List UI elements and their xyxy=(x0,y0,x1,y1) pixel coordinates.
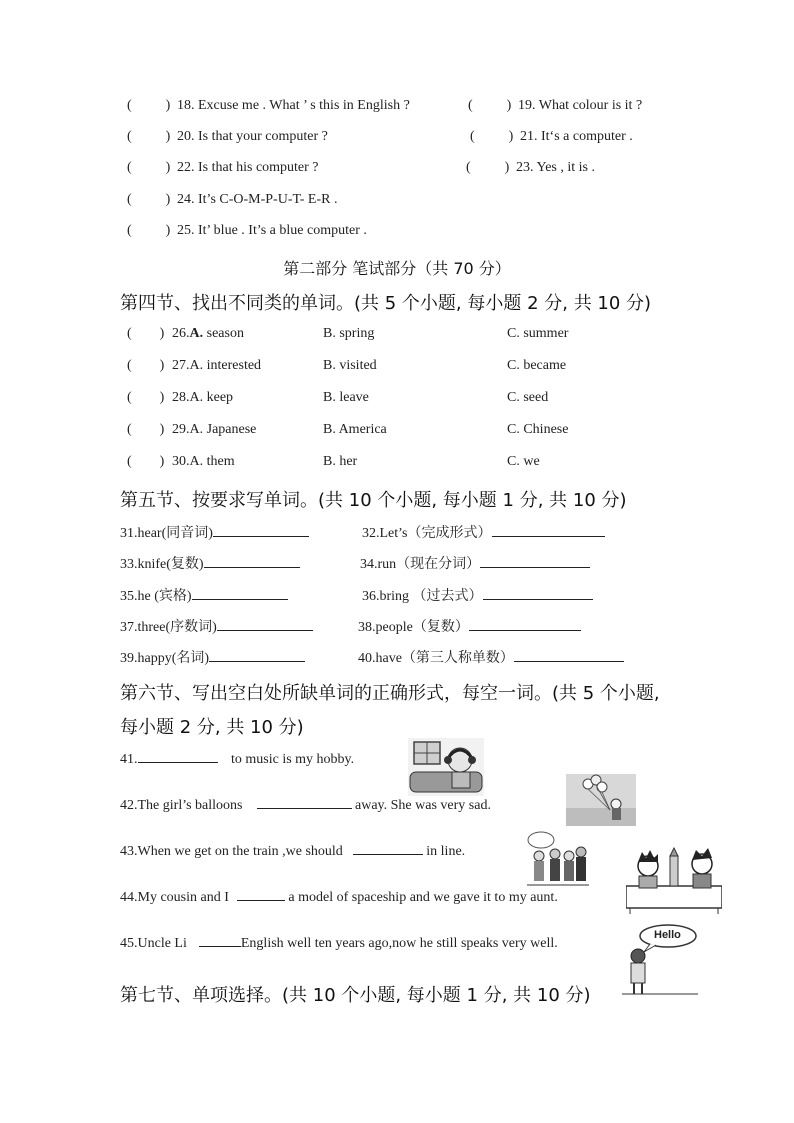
answer-paren: ( ) xyxy=(127,160,171,175)
answer-blank[interactable] xyxy=(483,587,593,600)
section6-title-line1: 第六节、写出空白处所缺单词的正确形式，每空一词。(共 5 个小题, xyxy=(120,683,660,704)
answer-blank[interactable] xyxy=(469,618,581,631)
question-34: 34.run（现在分词） xyxy=(360,553,590,573)
question-41: 41. to music is my hobby. xyxy=(120,752,355,767)
answer-paren: ( ) xyxy=(468,98,512,113)
section4-title: 第四节、找出不同类的单词。(共 5 个小题, 每小题 2 分, 共 10 分) xyxy=(120,293,652,314)
question-26: ( ) 26.A. season xyxy=(127,326,244,341)
question-31: 31.hear(同音词) xyxy=(120,522,309,542)
question-19: ( ) 19. What colour is it ? xyxy=(468,98,643,113)
answer-paren: ( ) xyxy=(127,98,171,113)
answer-blank[interactable] xyxy=(353,842,423,855)
question-27: ( ) 27.A. interested xyxy=(127,358,262,373)
question-45: 45.Uncle Li English well ten years ago,now he still speaks very well. xyxy=(120,936,558,951)
option-26-b: B. spring xyxy=(323,326,375,341)
option-30-b: B. her xyxy=(323,454,358,469)
question-44: 44.My cousin and I a model of spaceship and we gave it to my aunt. xyxy=(120,890,558,905)
answer-paren: ( ) xyxy=(470,129,514,144)
question-42: 42.The girl’s balloons away. She was very sad. xyxy=(120,798,491,813)
question-28: ( ) 28.A. keep xyxy=(127,390,234,405)
question-36: 36.bring （过去式） xyxy=(362,585,593,605)
option-30-c: C. we xyxy=(507,454,540,469)
answer-blank[interactable] xyxy=(209,649,305,662)
answer-paren: ( ) xyxy=(127,192,171,207)
answer-blank[interactable] xyxy=(138,750,218,763)
part2-title: 第二部分 笔试部分（共 70 分） xyxy=(283,259,511,278)
answer-blank[interactable] xyxy=(199,934,241,947)
answer-paren: ( ) xyxy=(127,223,171,238)
answer-paren: ( ) xyxy=(466,160,510,175)
question-21: ( ) 21. It‘s a computer . xyxy=(470,129,633,144)
question-37: 37.three(序数词) xyxy=(120,616,313,636)
question-20: ( ) 20. Is that your computer ? xyxy=(127,129,328,144)
question-33: 33.knife(复数) xyxy=(120,553,300,573)
answer-blank[interactable] xyxy=(492,524,605,537)
question-22: ( ) 22. Is that his computer ? xyxy=(127,160,319,175)
answer-paren: ( ) xyxy=(127,129,171,144)
people-in-line-illustration xyxy=(527,830,589,890)
answer-blank[interactable] xyxy=(217,618,313,631)
section6-title-line2: 每小题 2 分, 共 10 分) xyxy=(120,717,304,738)
question-38: 38.people（复数） xyxy=(358,616,581,636)
boys-with-model-illustration xyxy=(626,846,722,914)
answer-blank[interactable] xyxy=(237,888,285,901)
balloons-flying-illustration xyxy=(566,774,636,826)
hello-bubble-text: Hello xyxy=(654,929,681,941)
option-29-b: B. America xyxy=(323,422,387,437)
answer-blank[interactable] xyxy=(514,649,624,662)
question-18: ( ) 18. Excuse me . What ’ s this in English ? xyxy=(127,98,410,113)
answer-blank[interactable] xyxy=(213,524,309,537)
question-23: ( ) 23. Yes , it is . xyxy=(466,160,595,175)
section5-title: 第五节、按要求写单词。(共 10 个小题, 每小题 1 分, 共 10 分) xyxy=(120,490,627,511)
girl-listening-music-illustration xyxy=(408,738,484,796)
question-43: 43.When we get on the train ,we should in line. xyxy=(120,844,466,859)
question-35: 35.he (宾格) xyxy=(120,585,288,605)
question-30: ( ) 30.A. them xyxy=(127,454,235,469)
option-26-c: C. summer xyxy=(507,326,569,341)
question-25: ( ) 25. It’ blue . It’s a blue computer . xyxy=(127,223,367,238)
option-28-b: B. leave xyxy=(323,390,369,405)
question-40: 40.have（第三人称单数） xyxy=(358,647,624,667)
option-29-c: C. Chinese xyxy=(507,422,569,437)
question-39: 39.happy(名词) xyxy=(120,647,305,667)
section7-title: 第七节、单项选择。(共 10 个小题, 每小题 1 分, 共 10 分) xyxy=(120,985,591,1006)
answer-blank[interactable] xyxy=(204,555,300,568)
option-28-c: C. seed xyxy=(507,390,549,405)
question-29: ( ) 29.A. Japanese xyxy=(127,422,257,437)
question-32: 32.Let’s（完成形式） xyxy=(362,522,605,542)
question-24: ( ) 24. It’s C-O-M-P-U-T- E-R . xyxy=(127,192,338,207)
answer-blank[interactable] xyxy=(257,796,352,809)
answer-blank[interactable] xyxy=(192,587,288,600)
answer-blank[interactable] xyxy=(480,555,590,568)
option-27-c: C. became xyxy=(507,358,567,373)
option-27-b: B. visited xyxy=(323,358,377,373)
